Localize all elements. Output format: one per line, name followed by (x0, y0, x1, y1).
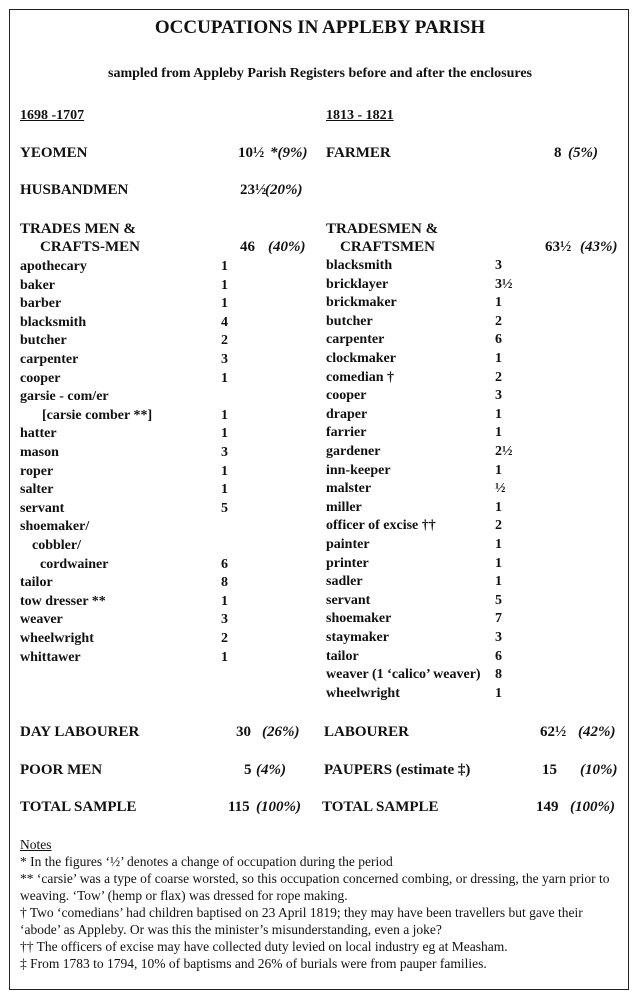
right-occupation-value: 3 (495, 630, 502, 645)
left-occupation-label: tow dresser ** (20, 594, 106, 609)
right-occupation-value: 6 (495, 332, 502, 347)
husbandmen-label: HUSBANDMEN (20, 182, 129, 198)
right-trades-heading-1: TRADESMEN & (326, 221, 439, 237)
right-period-heading: 1813 - 1821 (326, 108, 394, 123)
left-trades-pct: (40%) (268, 239, 306, 255)
left-total-pct: (100%) (256, 799, 301, 815)
left-occupation-label: [carsie comber **] (42, 408, 153, 423)
right-occupation-value: 1 (495, 574, 502, 589)
left-occupation-label: salter (20, 482, 54, 497)
right-occupation-value: 1 (495, 463, 502, 478)
right-occupation-label: butcher (326, 314, 373, 329)
right-occupation-value: 2½ (495, 444, 513, 459)
left-occupation-label: blacksmith (20, 315, 87, 330)
note-5: ‡ From 1783 to 1794, 10% of baptisms and 26% of burials were from pauper families. (20, 956, 487, 971)
left-occupation-value: 6 (221, 557, 228, 572)
right-occupation-value: 1 (495, 537, 502, 552)
left-occupation-value: 3 (221, 352, 228, 367)
poor-men-label: POOR MEN (20, 762, 103, 778)
right-trades-pct: (43%) (580, 239, 618, 255)
note-1: * In the figures ‘½’ denotes a change of occupation during the period (20, 854, 393, 869)
day-labourer-value: 30 (236, 724, 251, 740)
note-4: †† The officers of excise may have collected duty levied on local industry eg at Measham. (20, 939, 508, 954)
page-title: OCCUPATIONS IN APPLEBY PARISH (154, 17, 486, 38)
right-occupation-value: 1 (495, 500, 502, 515)
right-occupation-value: 6 (495, 649, 502, 664)
paupers-pct: (10%) (580, 762, 618, 778)
yeomen-value: 10½ (238, 145, 265, 161)
left-occupation-value: 1 (221, 464, 228, 479)
left-occupation-label: shoemaker/ (20, 519, 90, 534)
left-trades-value: 46 (240, 239, 255, 255)
left-occupation-label: garsie - com/er (20, 389, 109, 404)
right-occupation-value: 8 (495, 667, 502, 682)
right-occupation-value: 7 (495, 611, 502, 626)
right-occupation-label: draper (326, 407, 368, 422)
left-period-heading: 1698 -1707 (20, 108, 85, 123)
left-occupation-label: mason (20, 445, 59, 460)
left-occupation-value: 1 (221, 278, 228, 293)
left-occupation-label: apothecary (20, 259, 87, 274)
right-total-pct: (100%) (570, 799, 615, 815)
left-occupation-label: butcher (20, 333, 67, 348)
right-occupation-label: staymaker (326, 630, 389, 645)
labourer-pct: (42%) (578, 724, 616, 740)
right-occupation-value: 1 (495, 425, 502, 440)
left-occupation-value: 2 (221, 333, 228, 348)
left-occupation-label: cooper (20, 371, 61, 386)
right-occupation-value: 1 (495, 686, 502, 701)
right-occupation-label: malster (326, 481, 372, 496)
paupers-label: PAUPERS (estimate ‡) (324, 762, 471, 778)
left-occupation-value: 1 (221, 408, 228, 423)
notes-section (20, 836, 620, 972)
left-occupation-label: tailor (20, 575, 53, 590)
left-occupation-value: 2 (221, 631, 228, 646)
right-occupation-label: brickmaker (326, 295, 397, 310)
right-occupation-value: 2 (495, 518, 502, 533)
farmer-pct: (5%) (568, 145, 598, 161)
left-total-value: 115 (228, 799, 250, 815)
right-occupation-value: 2 (495, 314, 502, 329)
right-occupation-label: bricklayer (326, 277, 389, 292)
right-occupation-label: carpenter (326, 332, 385, 347)
right-occupation-label: gardener (326, 444, 381, 459)
right-occupation-label: servant (326, 593, 371, 608)
left-occupation-label: cordwainer (40, 557, 109, 572)
paupers-value: 15 (542, 762, 557, 778)
right-trades-heading-2: CRAFTSMEN (340, 239, 436, 255)
right-occupation-label: blacksmith (326, 258, 393, 273)
right-occupation-label: officer of excise †† (326, 518, 436, 533)
left-occupation-label: barber (20, 296, 62, 311)
yeomen-label: YEOMEN (20, 145, 88, 161)
left-occupation-value: 1 (221, 259, 228, 274)
right-occupation-label: sadler (326, 574, 363, 589)
right-occupation-label: inn-keeper (326, 463, 391, 478)
right-occupation-value: 1 (495, 295, 502, 310)
right-occupation-label: printer (326, 556, 369, 571)
left-total-label: TOTAL SAMPLE (20, 799, 137, 815)
day-labourer-pct: (26%) (262, 724, 300, 740)
left-occupation-label: whittawer (20, 650, 81, 665)
left-occupation-label: wheelwright (20, 631, 94, 646)
right-occupation-label: shoemaker (326, 611, 392, 626)
right-occupation-label: painter (326, 537, 370, 552)
left-occupation-label: weaver (20, 612, 63, 627)
left-occupation-value: 1 (221, 594, 228, 609)
left-trades-heading-2: CRAFTS-MEN (40, 239, 140, 255)
right-occupation-value: 1 (495, 351, 502, 366)
right-occupation-label: tailor (326, 649, 359, 664)
left-occupation-label: cobbler/ (32, 538, 81, 553)
right-occupation-label: comedian † (326, 370, 395, 385)
poor-men-value: 5 (244, 762, 252, 778)
right-occupation-label: wheelwright (326, 686, 400, 701)
note-3: † Two ‘comedians’ had children baptised on 23 April 1819; they may have been travellers but gave their ‘abode’ as Appleby. Or was this the minister’s misunderstanding, even a joke? (20, 905, 583, 937)
poor-men-pct: (4%) (256, 762, 286, 778)
left-occupation-label: servant (20, 501, 65, 516)
left-occupation-value: 1 (221, 296, 228, 311)
left-occupation-value: 8 (221, 575, 228, 590)
right-occupation-label: farrier (326, 425, 367, 440)
left-occupation-label: baker (20, 278, 55, 293)
page-subtitle: sampled from Appleby Parish Registers before and after the enclosures (108, 66, 532, 81)
right-total-value: 149 (536, 799, 559, 815)
left-occupation-value: 1 (221, 650, 228, 665)
right-occupation-value: 1 (495, 556, 502, 571)
right-occupation-label: clockmaker (326, 351, 396, 366)
farmer-value: 8 (554, 145, 562, 161)
left-occupation-value: 1 (221, 371, 228, 386)
farmer-label: FARMER (326, 145, 391, 161)
left-occupation-value: 1 (221, 482, 228, 497)
right-occupation-value: 5 (495, 593, 502, 608)
left-occupation-value: 4 (221, 315, 228, 330)
day-labourer-label: DAY LABOURER (20, 724, 140, 740)
right-occupation-label: weaver (1 ‘calico’ weaver) (326, 667, 481, 682)
left-trades-heading-1: TRADES MEN & (20, 221, 136, 237)
husbandmen-pct: (20%) (265, 182, 303, 198)
labourer-value: 62½ (540, 724, 567, 740)
left-occupation-value: 3 (221, 612, 228, 627)
right-occupation-value: 3 (495, 258, 502, 273)
right-occupation-value: 2 (495, 370, 502, 385)
right-occupation-label: cooper (326, 388, 367, 403)
right-occupation-value: 1 (495, 407, 502, 422)
left-occupation-label: roper (20, 464, 54, 479)
right-total-label: TOTAL SAMPLE (322, 799, 439, 815)
right-occupation-value: 3½ (495, 277, 513, 292)
yeomen-pct: *(9%) (270, 145, 308, 161)
left-occupation-label: carpenter (20, 352, 79, 367)
right-occupation-label: miller (326, 500, 362, 515)
labourer-label: LABOURER (324, 724, 410, 740)
left-occupation-value: 5 (221, 501, 228, 516)
left-occupation-value: 3 (221, 445, 228, 460)
right-occupation-value: ½ (495, 481, 506, 496)
left-occupation-value: 1 (221, 426, 228, 441)
note-2: ** ‘carsie’ was a type of coarse worsted, so this occupation concerned combing, or dressing, the yarn prior to weaving. ‘Tow’ (hemp or flax) was dressed for rope making. (20, 871, 610, 903)
notes-heading: Notes (20, 837, 52, 852)
husbandmen-value: 23½ (240, 182, 267, 198)
left-occupation-label: hatter (20, 426, 57, 441)
right-occupation-value: 3 (495, 388, 502, 403)
right-trades-value: 63½ (545, 239, 572, 255)
